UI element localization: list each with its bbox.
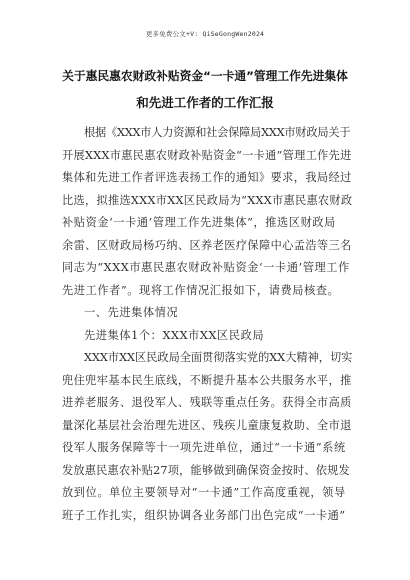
body-line: 发放惠民惠农补贴27项，能够做到确保资金按时、依规发	[62, 463, 350, 477]
body-line: 班子工作扎实，组织协调各业务部门出色完成“一卡通”	[62, 508, 346, 522]
body-line: 役军人服务保障等十一项先进单位，通过“一卡通”系统	[62, 441, 346, 454]
body-line: 一、先进集体情况	[84, 306, 179, 319]
header-note: 更多免费公文+V: QiSeGongWen2024	[145, 30, 265, 38]
body-line: 补贴资金‘一卡通’管理工作先进集体”，推选区财政局	[62, 216, 336, 229]
body-line: 根据《XXX市人力资源和社会保障局XXX市财政局关于	[84, 126, 351, 139]
body-line: 集体和先进工作者评选表扬工作的通知》要求，我局经过	[62, 171, 352, 184]
body-line: 进养老服务、退役军人、残联等重点任务。获得全市高质	[62, 396, 352, 409]
body-line: 先进集体1个：XXX市XX区民政局	[84, 328, 265, 342]
body-line: 兜住兜牢基本民生底线，不断提升基本公共服务水平，推	[62, 373, 352, 387]
document-body	[62, 122, 352, 527]
body-line: 放到位。单位主要领导对“一卡通”工作高度重视，领导	[62, 486, 346, 499]
body-line: 比选，拟推选XXX市XX区民政局为“XXX市惠民惠农财政	[62, 193, 353, 207]
body-line: 同志为“XXX市惠民惠农财政补贴资金‘一卡通’管理工作	[62, 261, 350, 274]
body-line: 先进工作者”。现将工作情况汇报如下，请费局核查。	[62, 283, 340, 297]
body-line: 量深化基层社会治理先进区、残疾儿童康复救助、全市退	[62, 418, 352, 432]
body-line: 余雷、区财政局杨巧纳、区养老医疗保障中心孟浩等三名	[62, 238, 352, 252]
document-title-line-2: 和先进工作者的工作汇报	[136, 95, 274, 110]
body-line: XXX市XX区民政局全面贯彻落实党的XX大精神，切实	[84, 351, 353, 364]
document-title-line-1: 关于惠民惠农财政补贴资金“一卡通”管理工作先进集体	[62, 69, 348, 83]
body-line: 开展XXX市惠民惠农财政补贴资金“一卡通”管理工作先进	[62, 148, 352, 162]
